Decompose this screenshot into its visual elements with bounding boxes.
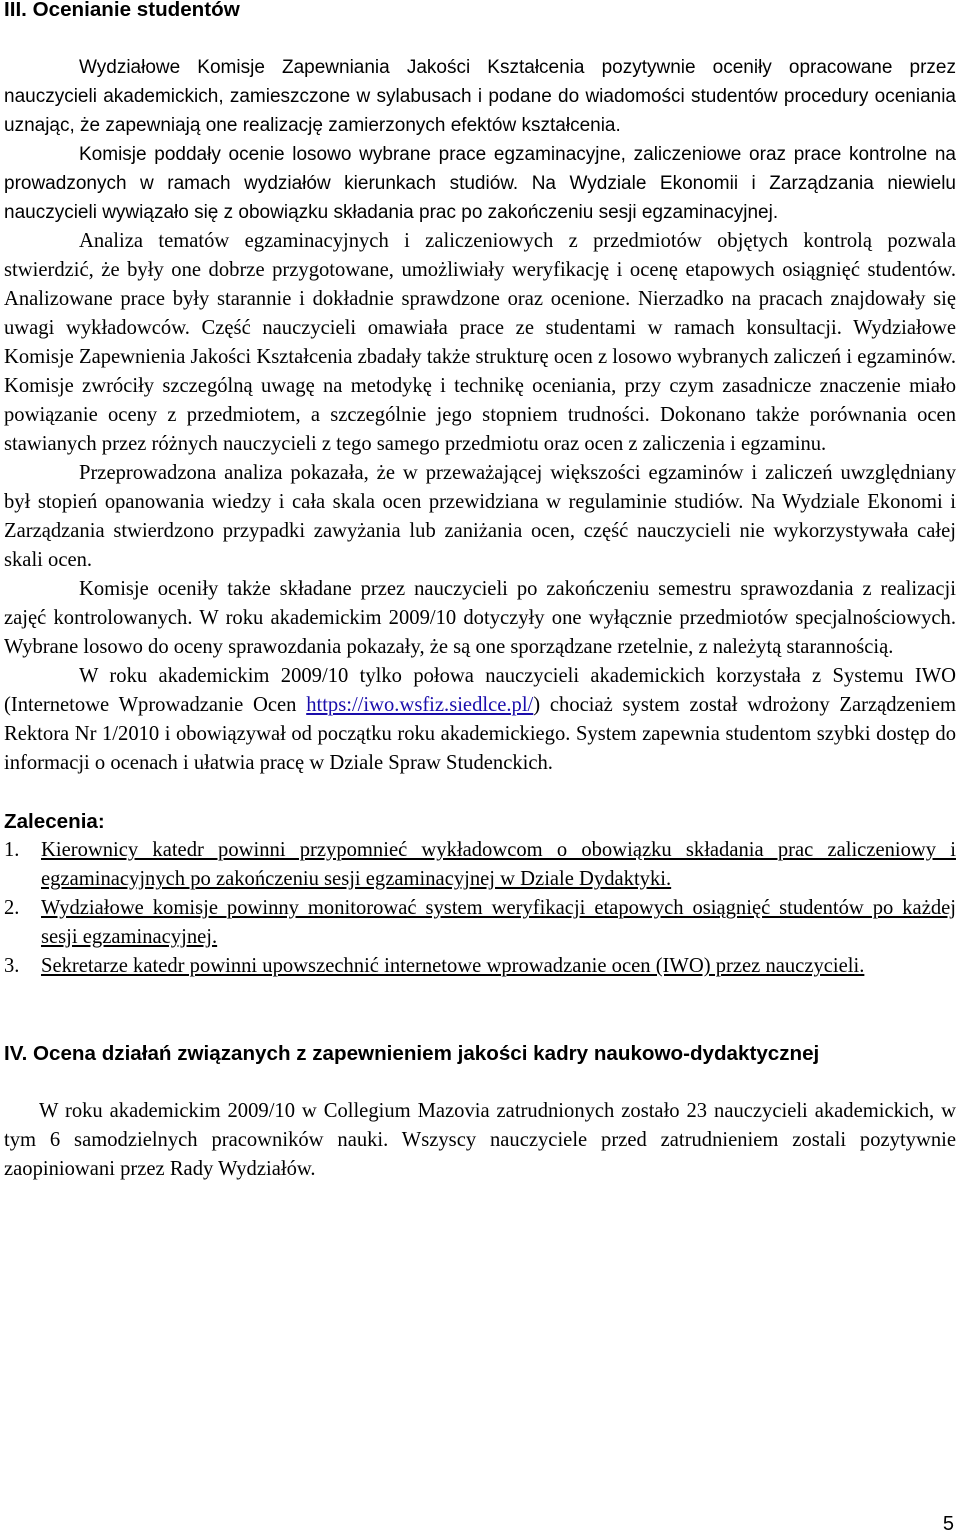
section-3-paragraph-1: Wydziałowe Komisje Zapewniania Jakości Kształcenia pozytywnie oceniły opracowane przez nauczycieli akademickich, zamieszczone w sylabusach i podane do wiadomości studentów procedury oceniania uznając, że zapewniają one realizację zamierzonych efektów kształcenia. bbox=[4, 57, 956, 136]
recommendation-item bbox=[4, 894, 956, 952]
recommendation-number: 2. bbox=[4, 897, 20, 919]
recommendation-number: 3. bbox=[4, 955, 20, 977]
section-3-heading: III. Ocenianie studentów bbox=[4, 0, 240, 21]
recommendations-list bbox=[4, 836, 956, 981]
section-3-paragraph-3: Analiza tematów egzaminacyjnych i zaliczeniowych z przedmiotów objętych kontrolą pozwala stwierdzić, że były one dobrze przygotowane, umożliwiały weryfikację i ocenę etapowych osiągnięć studentów. Analizowane prace były starannie i dokładnie sprawdzone oraz ocenione. Nierzadko na pracach znajdowały się uwagi wykładowców. Część nauczycieli omawiała prace ze studentami w ramach konsultacji. Wydziałowe Komisje Zapewnienia Jakości Kształcenia zbadały także strukturę ocen z losowo wybranych zaliczeń i egzaminów. Komisje zwróciły szczególną uwagę na metodykę i technikę oceniania, przy czym zasadnicze znaczenie miało powiązanie oceny z przedmiotem, a szczególnie jego stopniem trudności. Dokonano także porównania ocen stawianych przez różnych nauczycieli z tego samego przedmiotu oraz ocen z zaliczenia i egzaminu. bbox=[4, 230, 956, 455]
section-3-paragraph-4: Przeprowadzona analiza pokazała, że w przeważającej większości egzaminów i zaliczeń uwzględniany był stopień opanowania wiedzy i cała skala ocen przewidziana w regulaminie studiów. Na Wydziale Ekonomi i Zarządzania stwierdzono przypadki zawyżania lub zaniżania ocen, część nauczycieli nie wykorzystywała całej skali ocen. bbox=[4, 462, 956, 571]
section-4-heading: IV. Ocena działań związanych z zapewnieniem jakości kadry naukowo-dydaktycznej bbox=[4, 1042, 820, 1065]
recommendation-item bbox=[4, 952, 956, 981]
iwo-link[interactable]: https://iwo.wsfiz.siedlce.pl/ bbox=[306, 694, 534, 716]
recommendation-text: Sekretarze katedr powinni upowszechnić internetowe wprowadzanie ocen (IWO) przez nauczycieli. bbox=[41, 955, 865, 977]
iwo-text-before: W roku akademickim 2009/10 tylko połowa nauczycieli akademickich korzystała z Systemu IWO (Internetowe Wprowadzanie Ocen bbox=[4, 665, 956, 716]
section-3-paragraph-2: Komisje poddały ocenie losowo wybrane prace egzaminacyjne, zaliczeniowe oraz prace kontrolne na prowadzonych w ramach wydziałów kierunkach studiów. Na Wydziale Ekonomii i Zarządzania niewielu nauczycieli wywiązało się z obowiązku składania prac po zakończeniu sesji egzaminacyjnej. bbox=[4, 144, 956, 223]
page-number: 5 bbox=[942, 1513, 954, 1535]
section-3-paragraph-5: Komisje oceniły także składane przez nauczycieli po zakończeniu semestru sprawozdania z realizacji zajęć kontrolowanych. W roku akademickim 2009/10 dotyczyły one wyłącznie przedmiotów specjalnościowych. Wybrane losowo do oceny sprawozdania pokazały, że są one sporządzane rzetelnie, z należytą starannością. bbox=[4, 578, 956, 658]
recommendation-text: Kierownicy katedr powinni przypomnieć wykładowcom o obowiązku składania prac zaliczeniowy i egzaminacyjnych po zakończeniu sesji egzaminacyjnej w Dziale Dydaktyki. bbox=[41, 839, 956, 890]
recommendation-item bbox=[4, 836, 956, 894]
iwo-paragraph bbox=[4, 662, 956, 778]
recommendations-heading: Zalecenia: bbox=[4, 810, 105, 833]
section-4-paragraph: W roku akademickim 2009/10 w Collegium Mazovia zatrudnionych zostało 23 nauczycieli akademickich, w tym 6 samodzielnych pracowników nauki. Wszyscy nauczyciele przed zatrudnieniem zostali pozytywnie zaopiniowani przez Rady Wydziałów. bbox=[4, 1100, 956, 1180]
iwo-text-after: ) chociaż system został wdrożony Zarządzeniem Rektora Nr 1/2010 i obowiązywał od początku roku akademickiego. System zapewnia studentom szybki dostęp do informacji o ocenach i ułatwia pracę w Dziale Spraw Studenckich. bbox=[4, 694, 956, 774]
recommendation-text: Wydziałowe komisje powinny monitorować system weryfikacji etapowych osiągnięć studentów po każdej sesji egzaminacyjnej. bbox=[41, 897, 956, 948]
document-page bbox=[4, 0, 956, 1184]
recommendation-number: 1. bbox=[4, 839, 20, 861]
